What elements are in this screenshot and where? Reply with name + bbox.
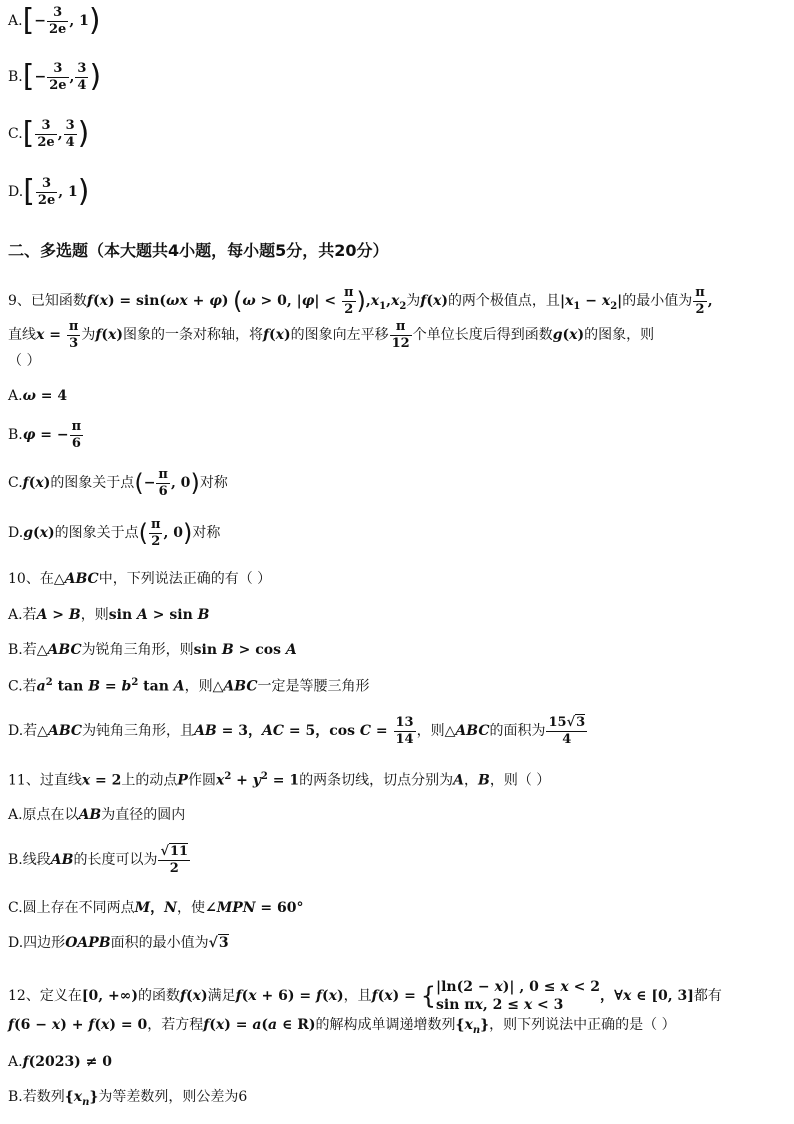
text: B.线段 <box>8 852 51 869</box>
text: 的解构成单调递增数列 <box>315 1017 456 1033</box>
option-11a: A.原点在以AB为直径的圆内 <box>8 807 186 823</box>
text: ，则 <box>80 607 109 623</box>
text: A.若 <box>8 607 37 623</box>
text: 为直径的圆内 <box>101 807 186 823</box>
text: 中，下列说法正确的有（ ） <box>98 571 272 587</box>
option-label: B. <box>8 69 23 86</box>
text: 的图象，则 <box>584 327 655 344</box>
text: 对称 <box>199 475 228 492</box>
option-label: D. <box>8 525 24 542</box>
option-12b: B.若数列$\{x_n\}$为等差数列，则公差为6 <box>8 1089 248 1108</box>
text: 直线 <box>8 327 36 344</box>
option-label: C. <box>8 126 23 143</box>
section-heading: 二、多选题（本大题共4小题，每小题5分，共20分） <box>8 241 389 260</box>
text: 9、已知函数 <box>8 293 87 310</box>
text: ，则（ ） <box>489 772 551 789</box>
text: C.圆上存在不同两点 <box>8 900 135 916</box>
text: 的图象关于点 <box>54 525 139 542</box>
option-8c: C.[ $\frac{3}{2e}$ , $\frac{3}{4}$ ) <box>8 116 90 152</box>
text: 的两个极值点，且 <box>447 293 560 310</box>
question-12-line-1: 12、定义在[0, +∞)的函数f(x)满足f(x + 6) = f(x)，且f(x) = { |ln(2 − x)| , 0 ≤ x < 2 sin πx, 2 ≤ x < 3 ，∀x ∈ [0, 3]都有 <box>8 979 722 1014</box>
text: ，使 <box>176 900 205 916</box>
text: B.若数列 <box>8 1089 65 1105</box>
text: 为钝角三角形，且 <box>82 723 195 740</box>
question-10: 10、在△ABC中，下列说法正确的有（ ） <box>8 571 272 587</box>
option-12a: A.f(2023) ≠ 0 <box>8 1054 113 1070</box>
text: ，且 <box>343 988 372 1005</box>
question-11: 11、过直线x = 2上的动点P作圆$x^2 + y^2 = 1$的两条切线，切点分别为A，B，则（ ） <box>8 771 551 789</box>
text: 对称 <box>192 525 221 542</box>
option-8b: B.[− $\frac{3}{2e}$ , $\frac{3}{4}$ ) <box>8 59 102 95</box>
option-9a: A.ω = 4 <box>8 388 68 404</box>
option-10d: D.若△ABC为钝角三角形，且AB = 3，AC = 5，cos C = $\frac{13}{14}$ ，则△ABC的面积为 $\frac{15√3}{4}$ <box>8 715 586 747</box>
text: 的函数 <box>137 988 180 1005</box>
text: 10、在△ <box>8 571 65 587</box>
text: 个单位长度后得到函数 <box>412 327 553 344</box>
text: D.若△ <box>8 723 48 740</box>
text: 图象的一条对称轴，将 <box>123 327 263 344</box>
text: 为 <box>81 327 96 344</box>
option-label: B. <box>8 427 23 444</box>
option-10c: C.若$a^2$ $\tan B = b^2$ tan A，则△ABC一定是等腰三角形 <box>8 677 370 695</box>
option-label: D. <box>8 184 24 201</box>
option-9c: C.f(x)的图象关于点(− $\frac{\pi}{6}$ , 0)对称 <box>8 467 228 499</box>
text: 的长度可以为 <box>73 852 158 869</box>
question-9-answer-paren: （ ） <box>8 353 41 369</box>
text: 12、定义在 <box>8 988 82 1005</box>
text: 作圆 <box>187 772 216 789</box>
text: ， <box>463 772 478 789</box>
text: 的图象向左平移 <box>290 327 389 344</box>
question-9-line-2: 直线x = $\frac{\pi}{3}$ 为f(x)图象的一条对称轴，将f(x)的图象向左平移 $\frac{\pi}{12}$ 个单位长度后得到函数g(x)的图象，则 <box>8 319 655 351</box>
text: C.若 <box>8 678 37 695</box>
text: ，若方程 <box>147 1017 204 1033</box>
text: 的最小值为 <box>622 293 693 310</box>
text: 一定是等腰三角形 <box>257 678 370 695</box>
text: ，则△ <box>416 723 456 740</box>
option-9d: D.g(x)的图象关于点( $\frac{\pi}{2}$ , 0)对称 <box>8 517 221 549</box>
option-9b: B.φ = − $\frac{\pi}{6}$ <box>8 419 82 451</box>
option-11b: B.线段AB的长度可以为 $\frac{√11}{2}$ <box>8 844 189 876</box>
question-9-line-1: 9、已知函数f(x) = sin(ωx + φ) (ω > 0, |φ| < $\frac{\pi}{2}$ )$,x_1,x_2$为f(x)的两个极值点，且$|x_1 - x_2|$的最小值为 $\frac{\pi}{2}$ , <box>8 285 713 317</box>
text: 为锐角三角形，则 <box>81 642 194 658</box>
text: 的面积为 <box>489 723 546 740</box>
text: D.四边形 <box>8 935 66 951</box>
text: 都有 <box>693 988 722 1005</box>
option-8a: A.[− $\frac{3}{2e}$ , 1) <box>8 3 101 39</box>
text: ，则△ <box>184 678 224 695</box>
text: B.若△ <box>8 642 48 658</box>
text: 满足 <box>207 988 236 1005</box>
option-label: A. <box>8 388 23 404</box>
option-10a: A.若A > B，则sin A > sin B <box>8 607 210 623</box>
text: 面积的最小值为 <box>110 935 209 951</box>
text: ，则下列说法中正确的是（ ） <box>489 1017 676 1033</box>
option-11d: D.四边形OAPB面积的最小值为√3 <box>8 935 229 951</box>
option-10b: B.若△ABC为锐角三角形，则sin B > cos A <box>8 642 297 658</box>
text: 上的动点 <box>121 772 178 789</box>
option-label: A. <box>8 1054 23 1070</box>
text: 11、过直线 <box>8 772 82 789</box>
option-label: C. <box>8 475 23 492</box>
text: 的图象关于点 <box>50 475 135 492</box>
text: A.原点在以 <box>8 807 79 823</box>
text: 为等差数列，则公差为6 <box>98 1089 248 1105</box>
question-12-line-2: f(6 − x) + f(x) = 0，若方程f(x) = a(a ∈ R)的解构成单调递增数列$\{x_n\}$，则下列说法中正确的是（ ） <box>8 1017 676 1036</box>
text: 的两条切线，切点分别为 <box>299 772 454 789</box>
option-11c: C.圆上存在不同两点M，N，使∠MPN = 60° <box>8 900 304 916</box>
option-label: A. <box>8 13 23 30</box>
option-8d: D.[ $\frac{3}{2e}$ , 1) <box>8 174 90 210</box>
